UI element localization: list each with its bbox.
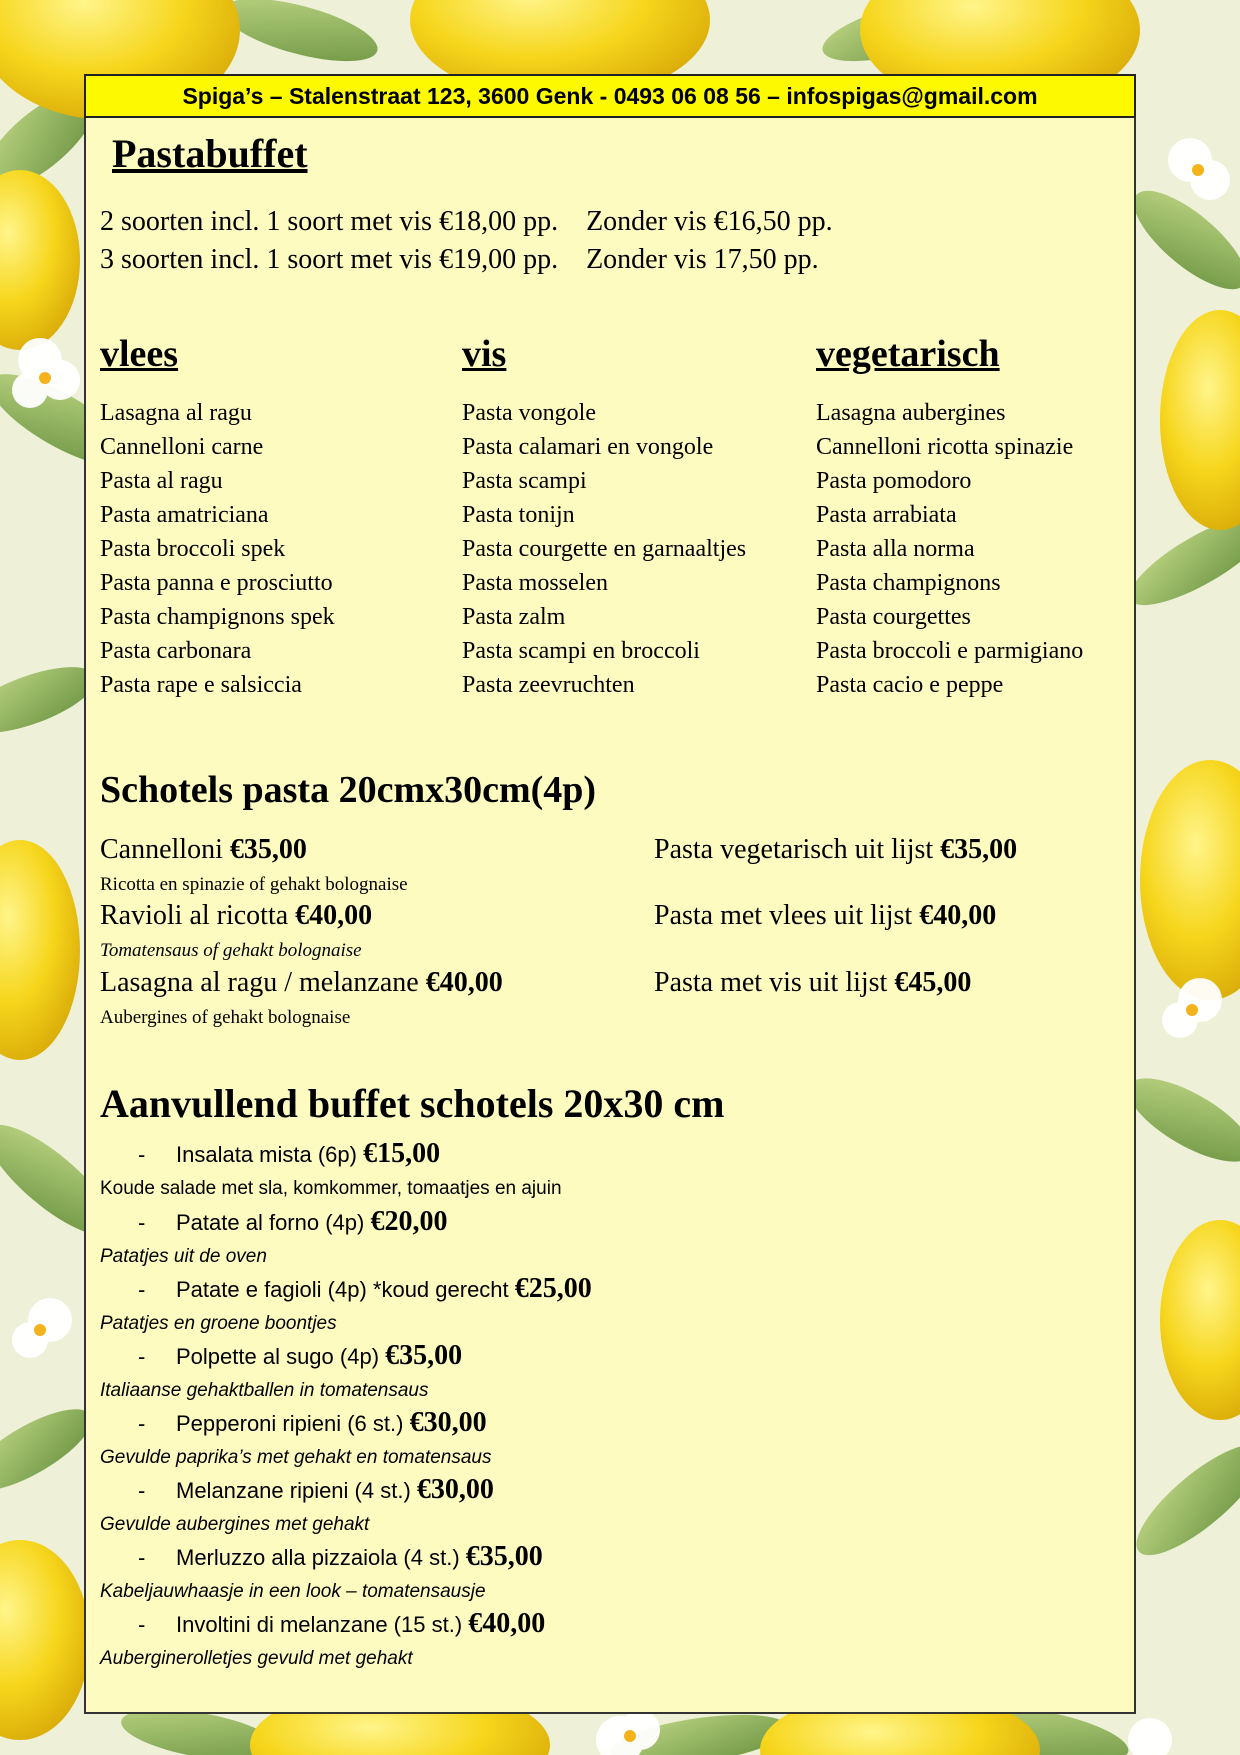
dish-name: Pasta met vlees uit lijst: [654, 900, 913, 931]
bullet: -: [138, 1344, 146, 1369]
list-item: Pasta broccoli spek: [100, 536, 286, 562]
list-item: Pasta cacio e peppe: [816, 672, 1004, 698]
column-title-vis: vis: [462, 333, 507, 375]
list-item: Pasta broccoli e parmigiano: [816, 638, 1084, 664]
extra-name: Involtini di melanzane (15 st.): [176, 1612, 463, 1637]
dish-pasta-vis: [654, 967, 971, 999]
extra-price: €15,00: [363, 1138, 441, 1169]
extra-price: €35,00: [465, 1541, 543, 1572]
extra-price: €20,00: [370, 1206, 448, 1237]
dish-description: Tomatensaus of gehakt bolognaise: [100, 940, 362, 961]
dish-price: €35,00: [940, 834, 1018, 865]
dish-description: Ricotta en spinazie of gehakt bolognaise: [100, 874, 408, 895]
extra-name: Pepperoni ripieni (6 st.): [176, 1411, 404, 1436]
dish-name: Pasta met vis uit lijst: [654, 967, 888, 998]
bullet: -: [138, 1411, 146, 1436]
vlees-list: [100, 396, 335, 702]
schotels-title: Schotels pasta 20cmx30cm(4p): [100, 769, 597, 811]
extra-item: [138, 1138, 440, 1170]
extra-name: Patate e fagioli (4p) *koud gerecht: [176, 1277, 509, 1302]
extra-item: [138, 1407, 487, 1439]
aanvullend-title: Aanvullend buffet schotels 20x30 cm: [100, 1081, 725, 1126]
extra-description: Kabeljauwhaasje in een look – tomatensausje: [100, 1581, 486, 1602]
list-item: Pasta vongole: [462, 400, 596, 426]
list-item: Pasta alla norma: [816, 536, 975, 562]
vis-list: [462, 396, 746, 702]
list-item: Cannelloni ricotta spinazie: [816, 434, 1074, 460]
list-item: Pasta mosselen: [462, 570, 608, 596]
dish-cannelloni: [100, 834, 307, 866]
extra-price: €35,00: [385, 1340, 463, 1371]
list-item: Lasagna aubergines: [816, 400, 1006, 426]
extra-description: Gevulde aubergines met gehakt: [100, 1514, 370, 1535]
list-item: Pasta zalm: [462, 604, 566, 630]
price-with-fish: 2 soorten incl. 1 soort met vis €18,00 pp.: [100, 206, 559, 237]
column-title-vlees: vlees: [100, 333, 179, 375]
list-item: Pasta al ragu: [100, 468, 223, 494]
bullet: -: [138, 1478, 146, 1503]
dish-pasta-vlees: [654, 900, 996, 932]
extra-description: Patatjes uit de oven: [100, 1246, 267, 1267]
pastabuffet-price-line: [100, 244, 819, 276]
dish-name: Cannelloni: [100, 834, 223, 865]
extra-item: [138, 1206, 447, 1238]
extra-name: Patate al forno (4p): [176, 1210, 365, 1235]
extra-item: [138, 1541, 543, 1573]
dish-name: Ravioli al ricotta: [100, 900, 289, 931]
extra-price: €30,00: [409, 1407, 487, 1438]
extra-name: Merluzzo alla pizzaiola (4 st.): [176, 1545, 466, 1570]
pastabuffet-title: Pastabuffet: [112, 131, 308, 176]
extra-name: Polpette al sugo (4p): [176, 1344, 380, 1369]
list-item: Pasta amatriciana: [100, 502, 269, 528]
bullet: -: [138, 1277, 146, 1302]
list-item: Pasta champignons spek: [100, 604, 335, 630]
dish-price: €40,00: [295, 900, 373, 931]
dish-description: Aubergines of gehakt bolognaise: [100, 1007, 351, 1028]
extra-item: [138, 1608, 545, 1640]
extra-description: Auberginerolletjes gevuld met gehakt: [100, 1648, 413, 1669]
column-title-vegetarisch: vegetarisch: [816, 333, 1000, 375]
dish-lasagna: [100, 967, 503, 999]
dish-price: €40,00: [919, 900, 997, 931]
list-item: Pasta scampi en broccoli: [462, 638, 700, 664]
bullet: -: [138, 1142, 146, 1167]
price-with-fish: 3 soorten incl. 1 soort met vis €19,00 pp.: [100, 244, 559, 275]
list-item: Pasta champignons: [816, 570, 1001, 596]
list-item: Lasagna al ragu: [100, 400, 252, 426]
list-item: Pasta zeevruchten: [462, 672, 635, 698]
list-item: Pasta rape e salsiccia: [100, 672, 302, 698]
list-item: Pasta courgettes: [816, 604, 971, 630]
dish-price: €35,00: [229, 834, 307, 865]
list-item: Pasta calamari en vongole: [462, 434, 714, 460]
extra-price: €25,00: [514, 1273, 592, 1304]
bullet: -: [138, 1210, 146, 1235]
dish-name: Pasta vegetarisch uit lijst: [654, 834, 934, 865]
list-item: Pasta pomodoro: [816, 468, 972, 494]
extra-price: €40,00: [468, 1608, 546, 1639]
list-item: Pasta scampi: [462, 468, 587, 494]
list-item: Pasta courgette en garnaaltjes: [462, 536, 747, 562]
vegetarisch-list: [816, 396, 1083, 702]
dish-price: €45,00: [894, 967, 972, 998]
bullet: -: [138, 1545, 146, 1570]
extra-description: Patatjes en groene boontjes: [100, 1313, 337, 1334]
price-without-fish: Zonder vis €16,50 pp.: [586, 206, 833, 237]
extra-item: [138, 1474, 494, 1506]
list-item: Cannelloni carne: [100, 434, 264, 460]
extra-name: Insalata mista (6p): [176, 1142, 357, 1167]
pastabuffet-price-line: [100, 206, 833, 238]
extra-price: €30,00: [416, 1474, 494, 1505]
extra-description: Italiaanse gehaktballen in tomatensaus: [100, 1380, 429, 1401]
bullet: -: [138, 1612, 146, 1637]
extra-name: Melanzane ripieni (4 st.): [176, 1478, 411, 1503]
extra-item: [138, 1340, 462, 1372]
dish-price: €40,00: [425, 967, 503, 998]
dish-name: Lasagna al ragu / melanzane: [100, 967, 419, 998]
contact-header: Spiga’s – Stalenstraat 123, 3600 Genk - 0493 06 08 56 – infospigas@gmail.com: [84, 74, 1136, 118]
dish-pasta-vegetarisch: [654, 834, 1017, 866]
list-item: Pasta arrabiata: [816, 502, 957, 528]
list-item: Pasta panna e prosciutto: [100, 570, 333, 596]
list-item: Pasta carbonara: [100, 638, 252, 664]
list-item: Pasta tonijn: [462, 502, 575, 528]
extra-description: Gevulde paprika’s met gehakt en tomatensaus: [100, 1447, 492, 1468]
extra-description: Koude salade met sla, komkommer, tomaatjes en ajuin: [100, 1178, 562, 1199]
dish-ravioli: [100, 900, 372, 932]
extra-item: [138, 1273, 592, 1305]
price-without-fish: Zonder vis 17,50 pp.: [586, 244, 819, 275]
